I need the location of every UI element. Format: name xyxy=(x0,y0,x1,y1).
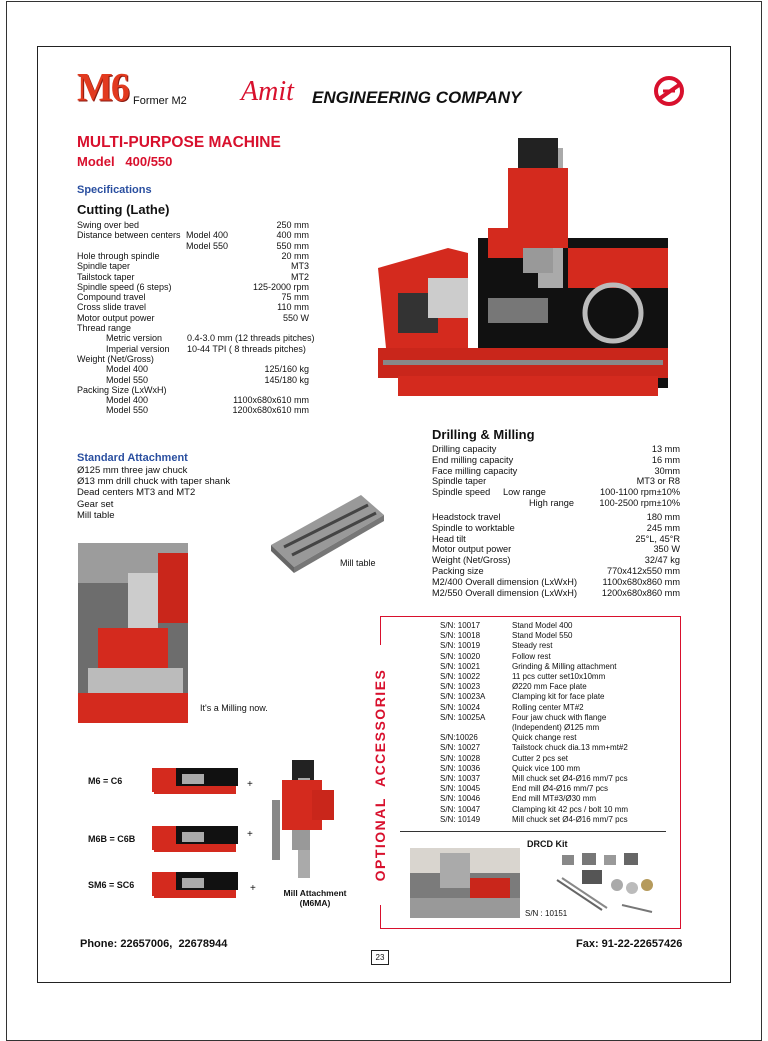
brand-rest: ENGINEERING COMPANY xyxy=(312,88,522,107)
accessory-desc: End mill MT#3/Ø30 mm xyxy=(512,794,597,804)
spec-value: 32/47 kg xyxy=(644,555,680,566)
spec-value: 250 mm xyxy=(276,220,309,230)
spec-value: 550 mm xyxy=(276,240,309,251)
spec-value: 110 mm xyxy=(277,302,309,313)
list-item: Ø13 mm drill chuck with taper shank xyxy=(77,476,231,488)
spec-value: MT3 xyxy=(291,261,309,272)
spec-value: 1200x680x860 mm xyxy=(601,587,680,598)
accessory-sn: S/N: 10045 xyxy=(440,784,481,794)
spec-label: Motor output power xyxy=(432,544,512,555)
spec-value: 350 W xyxy=(653,544,680,555)
standard-attachment-list xyxy=(77,465,230,521)
combo-m6b-label: M6B = C6B xyxy=(88,834,136,844)
mill-attachment-photo xyxy=(262,760,338,880)
thread-range-label: Thread range xyxy=(77,323,132,333)
accessory-desc: Mill chuck set Ø4-Ø16 mm/7 pcs xyxy=(512,774,628,783)
brand-script: Amit xyxy=(241,76,294,107)
spec-sub: Model 550 xyxy=(186,240,229,251)
spec-sub: Low range xyxy=(503,487,546,498)
accessory-sn: S/N: 10019 xyxy=(440,641,481,651)
mill-attachment-code: (M6MA) xyxy=(299,898,331,908)
spec-label: Distance between centers xyxy=(77,230,181,241)
lathe-c6-photo xyxy=(152,760,238,800)
accessory-desc: (Independent) Ø125 mm xyxy=(512,723,600,732)
accessory-desc: Follow rest xyxy=(512,651,551,661)
spec-value: 100-2500 rpm±10% xyxy=(599,498,680,508)
spec-label: Spindle to worktable xyxy=(432,522,515,533)
accessories-divider xyxy=(400,831,666,832)
accessory-desc: Stand Model 400 xyxy=(512,621,573,630)
accessory-desc: Quick change rest xyxy=(512,733,577,743)
accessory-desc: Tailstock chuck dia.13 mm+mt#2 xyxy=(512,743,628,753)
drilling-milling-heading: Drilling & Milling xyxy=(432,427,535,442)
spec-value: 770x412x550 mm xyxy=(606,566,680,576)
spec-sub: Model 400 xyxy=(186,230,229,241)
accessory-desc: End mill Ø4-Ø16 mm/7 pcs xyxy=(512,784,609,794)
spec-value: 30mm xyxy=(654,465,680,476)
spec-label: Face milling capacity xyxy=(432,465,518,476)
accessory-sn: S/N: 10149 xyxy=(440,814,481,824)
accessory-desc: Grinding & Milling attachment xyxy=(512,661,617,671)
weight-model: Model 550 xyxy=(106,374,149,385)
accessory-desc: Clamping kit 42 pcs / bolt 10 mm xyxy=(512,804,629,814)
accessory-desc: Mill chuck set Ø4-Ø16 mm/7 pcs xyxy=(512,814,628,824)
accessories-vertical-label: OPTIONAL ACCESSORIES xyxy=(365,645,395,905)
list-item: Gear set xyxy=(77,498,114,510)
drcd-kit-sn: S/N : 10151 xyxy=(525,909,568,918)
spec-label: Spindle taper xyxy=(432,476,487,487)
lathe-sc6-photo xyxy=(152,864,238,908)
spec-label: Hole through spindle xyxy=(77,250,160,261)
page-number: 23 xyxy=(371,950,389,965)
accessory-desc: Rolling center MT#2 xyxy=(512,702,584,712)
fax-number: Fax: 91-22-22657426 xyxy=(576,938,683,950)
accessory-sn: S/N: 10017 xyxy=(440,621,481,630)
spec-value: 400 mm xyxy=(276,230,309,241)
packing-value: 1200x680x610 mm xyxy=(232,405,309,416)
accessory-sn: S/N: 10037 xyxy=(440,774,481,783)
milling-photo xyxy=(78,543,188,723)
company-logo xyxy=(653,75,685,107)
accessory-sn: S/N: 10036 xyxy=(440,763,481,773)
spec-label: M2/550 Overall dimension (LxWxH) xyxy=(432,587,578,598)
accessory-sn: S/N: 10024 xyxy=(440,702,481,712)
page-title: MULTI-PURPOSE MACHINE xyxy=(77,134,281,151)
accessory-desc: Quick vice 100 mm xyxy=(512,763,581,773)
mill-attachment-name: Mill Attachment xyxy=(283,888,347,898)
spec-label: Motor output power xyxy=(77,312,155,323)
accessory-sn: S/N: 10023 xyxy=(440,682,481,692)
spec-label: Tailstock taper xyxy=(77,271,135,282)
spec-value: 550 W xyxy=(282,312,309,323)
spec-label: Weight (Net/Gross) xyxy=(432,555,511,566)
m6-logo: M6 xyxy=(77,65,128,111)
spec-label: Drilling capacity xyxy=(432,444,497,454)
spec-value: 125-2000 rpm xyxy=(252,281,309,292)
model-subtitle: Model 400/550 xyxy=(77,154,173,169)
spec-label: Head tilt xyxy=(432,533,466,544)
spec-value: 20 mm xyxy=(281,250,309,261)
accessory-desc: Four jaw chuck with flange xyxy=(512,712,607,722)
weight-model: Model 400 xyxy=(106,364,149,375)
spec-label: Swing over bed xyxy=(77,220,140,230)
imperial-label: Imperial version xyxy=(106,343,170,354)
drcd-kit-title: DRCD Kit xyxy=(527,839,568,849)
accessory-sn: S/N: 10028 xyxy=(440,753,481,763)
combo-sm6-label: SM6 = SC6 xyxy=(88,880,135,890)
lathe-heading: Cutting (Lathe) xyxy=(77,202,170,217)
accessory-sn: S/N: 10021 xyxy=(440,661,481,671)
spec-label: Spindle speed (6 steps) xyxy=(77,281,172,292)
accessory-sn: S/N: 10046 xyxy=(440,794,481,804)
spec-value: 13 mm xyxy=(651,444,680,454)
packing-value: 1100x680x610 mm xyxy=(233,395,309,406)
accessory-sn: S/N: 10020 xyxy=(440,651,481,661)
machine-photo xyxy=(368,128,668,418)
lathe-c6b-photo xyxy=(152,818,238,858)
metric-label: Metric version xyxy=(106,333,163,344)
spec-value: 180 mm xyxy=(646,512,680,522)
drcd-kit-photo xyxy=(552,850,662,915)
weight-label: Weight (Net/Gross) xyxy=(77,353,154,364)
spec-label: Packing size xyxy=(432,566,484,576)
spec-value: 245 mm xyxy=(646,522,680,533)
specifications-heading: Specifications xyxy=(77,184,152,196)
mill-table-caption: Mill table xyxy=(340,558,376,568)
drcd-machine-photo xyxy=(410,848,520,918)
accessory-sn: S/N:10026 xyxy=(440,733,478,743)
list-item: Ø125 mm three jaw chuck xyxy=(77,465,188,476)
spec-value: 25°L, 45°R xyxy=(635,533,680,544)
spec-value: 100-1100 rpm±10% xyxy=(600,487,680,498)
plus-sign: + xyxy=(247,779,253,790)
mill-attachment-label xyxy=(275,888,355,908)
accessory-desc: Stand Model 550 xyxy=(512,631,573,641)
packing-model: Model 400 xyxy=(106,395,149,406)
accessory-sn: S/N: 10025A xyxy=(440,712,486,722)
accessory-sn: S/N: 10047 xyxy=(440,804,481,814)
accessory-desc: Steady rest xyxy=(512,641,553,651)
accessory-sn: S/N: 10018 xyxy=(440,631,481,641)
spec-value: 75 mm xyxy=(281,292,309,303)
spec-label: Cross slide travel xyxy=(77,302,147,313)
list-item: Dead centers MT3 and MT2 xyxy=(77,487,196,499)
spec-label: End milling capacity xyxy=(432,454,514,465)
combo-m6-label: M6 = C6 xyxy=(88,776,123,786)
standard-attachment-heading: Standard Attachment xyxy=(77,452,188,464)
phone-number: Phone: 22657006, 22678944 xyxy=(80,938,228,950)
accessory-desc: Ø220 mm Face plate xyxy=(512,682,587,692)
weight-value: 145/180 kg xyxy=(264,374,309,385)
metric-value: 0.4-3.0 mm (12 threads pitches) xyxy=(187,333,315,344)
list-item: Mill table xyxy=(77,509,115,521)
accessory-sn: S/N: 10027 xyxy=(440,743,481,753)
accessory-sn: S/N: 10022 xyxy=(440,672,481,681)
milling-caption: It's a Milling now. xyxy=(200,703,268,713)
spec-value: MT2 xyxy=(291,271,309,282)
plus-sign: + xyxy=(247,829,253,840)
spec-value: 1100x680x860 mm xyxy=(602,576,680,587)
weight-value: 125/160 kg xyxy=(264,364,309,375)
spec-label: M2/400 Overall dimension (LxWxH) xyxy=(432,576,578,587)
former-model-label: Former M2 xyxy=(133,95,187,107)
packing-model: Model 550 xyxy=(106,405,149,416)
accessory-sn: S/N: 10023A xyxy=(440,692,486,702)
imperial-value: 10-44 TPI ( 8 threads pitches) xyxy=(187,343,306,354)
accessory-desc: Clamping kit for face plate xyxy=(512,692,605,702)
spec-value: MT3 or R8 xyxy=(636,476,680,487)
spec-label: Compound travel xyxy=(77,292,146,303)
spec-label: Spindle speed xyxy=(432,487,491,498)
packing-label: Packing Size (LxWxH) xyxy=(77,384,167,395)
spec-value: 16 mm xyxy=(651,454,680,465)
spec-label: Spindle taper xyxy=(77,261,131,272)
spec-label: Headstock travel xyxy=(432,512,501,522)
accessory-desc: 11 pcs cutter set10x10mm xyxy=(512,672,606,681)
accessory-desc: Cutter 2 pcs set xyxy=(512,753,569,763)
spec-sub: High range xyxy=(529,498,574,508)
plus-sign: + xyxy=(250,883,256,894)
